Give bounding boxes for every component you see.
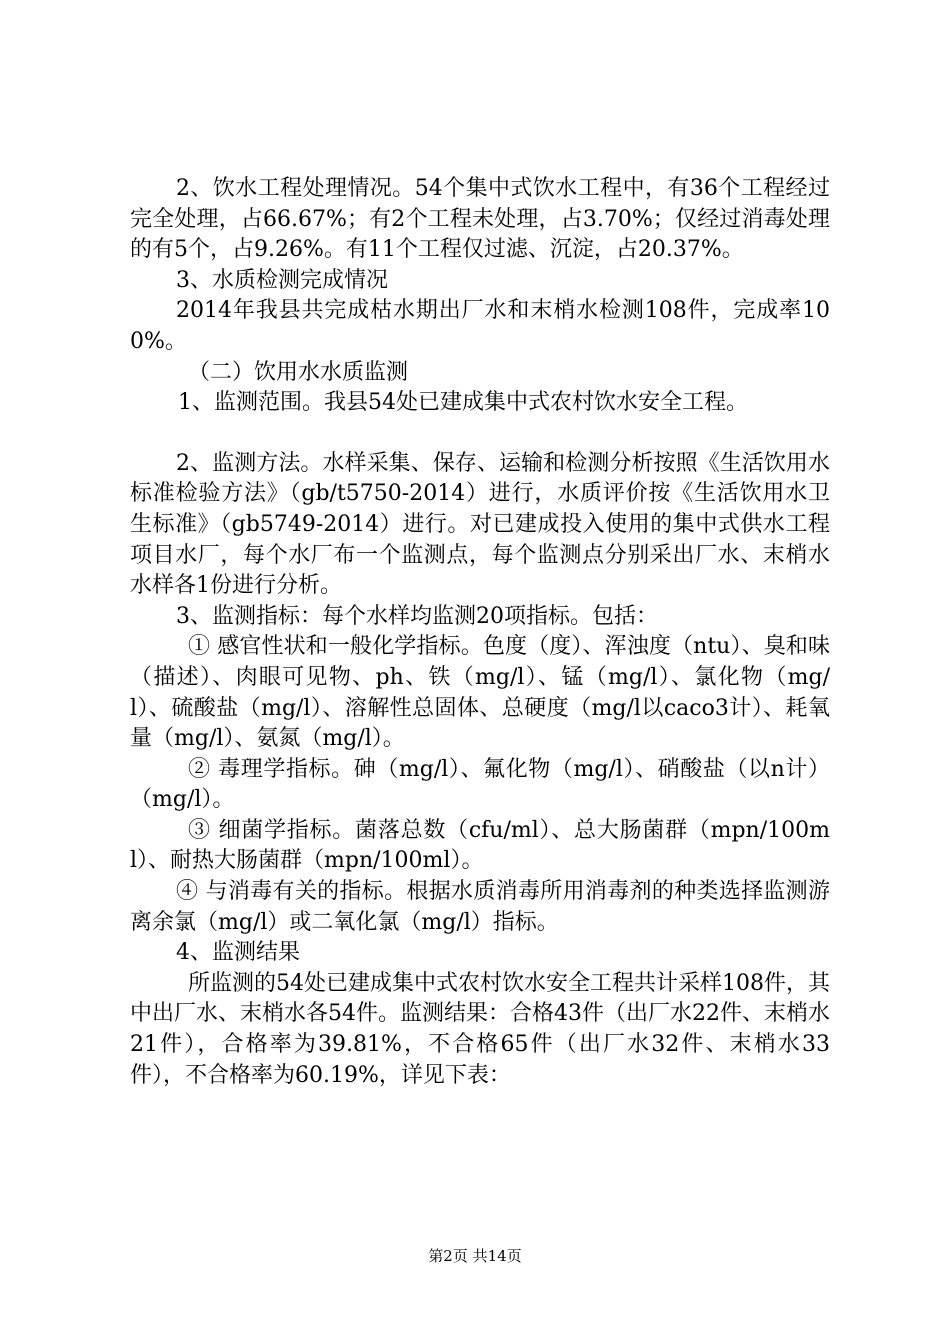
paragraph-testing-completion: 2014年我县共完成枯水期出厂水和末梢水检测108件，完成率100%。 (130, 298, 830, 354)
paragraph-toxicology-indicators: ② 毒理学指标。砷（mg/l）、氟化物（mg/l）、硝酸盐（以n计）（mg/l）。 (130, 756, 830, 813)
paragraph-monitoring-indicators: 3、监测指标：每个水样均监测20项指标。包括： (176, 603, 658, 629)
paragraph-monitoring-results: 所监测的54处已建成集中式农村饮水安全工程共计采样108件，其中出厂水、末梢水各54件。监测结果：合格43件（出厂水22件、末梢水21件），合格率为39.81%，不合格65件（出厂水32件、末梢水33件），不合格率为60.19%，详见下表： (130, 970, 830, 1088)
paragraph-treatment-status: 2、饮水工程处理情况。54个集中式饮水工程中，有36个工程经过完全处理，占66.67%；有2个工程未处理，占3.70%；仅经过消毒处理的有5个，占9.26%。有11个工程仅过滤、沉淀，占20.37%。 (130, 176, 830, 263)
heading-water-quality-monitoring: （二）饮用水水质监测 (188, 359, 409, 385)
paragraph-monitoring-method: 2、监测方法。水样采集、保存、运输和检测分析按照《生活饮用水标准检验方法》（gb/t5750-2014）进行，水质评价按《生活饮用水卫生标准》（gb5749-2014）进行。对已建成投入使用的集中式供水工程项目水厂，每个水厂布一个监测点，每个监测点分别采出厂水、末梢水水样各1份进行分析。 (130, 450, 830, 599)
paragraph-bacteriology-indicators: ③ 细菌学指标。菌落总数（cfu/ml）、总大肠菌群（mpn/100ml）、耐热大肠菌群（mpn/100ml）。 (130, 817, 830, 874)
page-number-footer: 第2页 共14页 (428, 1247, 522, 1265)
paragraph-sensory-indicators: ① 感官性状和一般化学指标。色度（度）、浑浊度（ntu）、臭和味（描述）、肉眼可见物、ph、铁（mg/l）、锰（mg/l）、氯化物（mg/l）、硫酸盐（mg/l）、溶解性总固体、总硬度（mg/l以caco3计）、耗氧量（mg/l）、氨氮（mg/l）。 (130, 634, 830, 752)
heading-testing-completion: 3、水质检测完成情况 (176, 267, 388, 293)
paragraph-disinfection-indicators: ④ 与消毒有关的指标。根据水质消毒所用消毒剂的种类选择监测游离余氯（mg/l）或二氧化氯（mg/l）指标。 (130, 879, 830, 935)
document-body (130, 174, 830, 1091)
paragraph-monitoring-scope: 1、监测范围。我县54处已建成集中式农村饮水安全工程。 (178, 390, 748, 416)
heading-monitoring-results: 4、监测结果 (176, 940, 300, 966)
